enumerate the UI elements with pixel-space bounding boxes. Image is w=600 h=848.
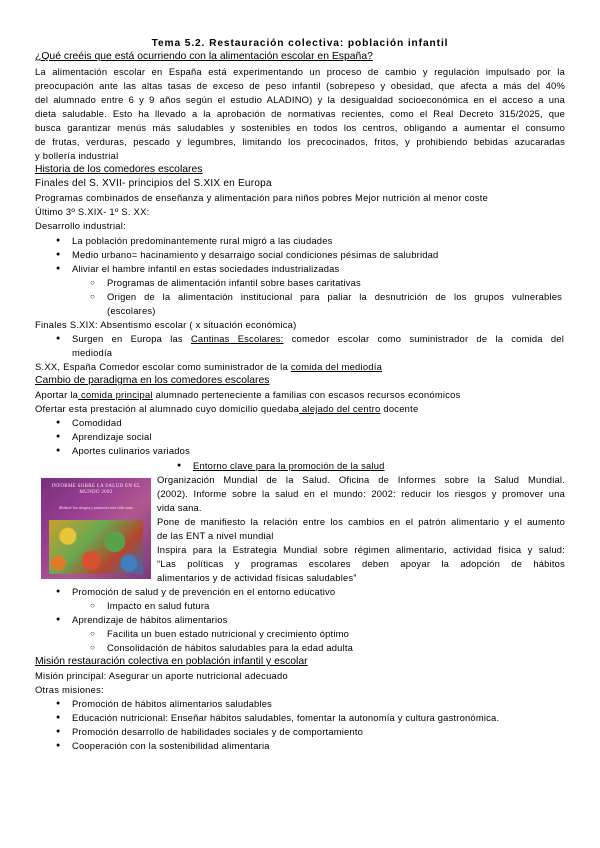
- list-item: [72, 332, 564, 346]
- report-line: Pone de manifiesto la relación entre los cambios en el patrón alimentario y el aumento: [157, 516, 565, 527]
- line-text: docente: [380, 403, 419, 414]
- history-line: Programas combinados de enseñanza y alimentación para niños pobres Mejor nutrición al menor coste: [35, 192, 489, 203]
- report-line: (2002). Informe sobre la salud en el mundo: 2002: reducir los riesgos y promover una: [157, 488, 565, 499]
- paragraph-line: del alumnado entre 6 y 9 años según el estudio ALADINO) y la desigualdad socioeconómica en el acceso a una: [35, 94, 565, 105]
- history-line: Finales S.XIX: Absentismo escolar ( x situación económica): [35, 319, 297, 330]
- report-line: de las ENT a nivel mundial: [157, 530, 274, 541]
- mission-line: Misión principal: Asegurar un aporte nutricional adecuado: [35, 670, 288, 681]
- report-line: “Las políticas y programas escolares deben apoyar la adopción de hábitos: [157, 558, 565, 569]
- list-item-text: Surgen en Europa las: [72, 333, 191, 344]
- line-text: alumnado perteneciente a familias con escasos recursos económicos: [152, 389, 461, 400]
- line-underlined: comida principal: [78, 389, 153, 400]
- report-cover-image: [41, 478, 151, 579]
- report-line: Organización Mundial de la Salud. Oficina de Informes sobre la Salud Mundial.: [157, 474, 565, 485]
- list-item: ● Aliviar el hambre infantil en estas sociedades industrializadas: [72, 262, 339, 276]
- cover-title: INFORME SOBRE LA SALUD EN EL MUNDO 2002: [51, 484, 141, 495]
- line-underlined: comida del mediodía: [290, 361, 383, 372]
- list-item: ● La población predominantemente rural migró a las ciudades: [72, 234, 333, 248]
- report-line: vida sana.: [157, 502, 202, 513]
- list-item-underlined: Cantinas Escolares:: [190, 333, 284, 344]
- list-item-continued: mediodía: [72, 347, 113, 358]
- list-item: ● Cooperación con la sostenibilidad alimentaria: [72, 739, 270, 753]
- sub-list-item: ○ Origen de la alimentación institucional para paliar la desnutrición de los grupos vulnerables: [107, 290, 562, 304]
- list-item: ● Medio urbano= hacinamiento y desarraigo social condiciones pésimas de salubridad: [72, 248, 438, 262]
- section-heading-mission: Misión restauración colectiva en población infantil y escolar: [35, 656, 308, 667]
- report-line: alimentarios y de actividad físicas saludables”: [157, 572, 357, 583]
- list-item: ● Aprendizaje social: [72, 430, 152, 444]
- mission-line: Otras misiones:: [35, 684, 104, 695]
- sub-list-item: ○ Consolidación de hábitos saludables para la edad adulta: [107, 641, 353, 655]
- line-underlined: alejado del centro: [299, 403, 381, 414]
- history-line: [35, 360, 382, 374]
- sub-list-item: ○ Programas de alimentación infantil sobre bases caritativas: [107, 276, 361, 290]
- list-item: ● Aprendizaje de hábitos alimentarios: [72, 613, 228, 627]
- section-heading-history: Historia de los comedores escolares: [35, 164, 203, 175]
- list-item: ● Promoción desarrollo de habilidades sociales y de comportamiento: [72, 725, 363, 739]
- history-line: Desarrollo industrial:: [35, 220, 126, 231]
- paragraph-line: busca garantizar menús más saludables y sostenibles en todos los centros, obligando a aumentar el consumo: [35, 122, 565, 133]
- list-item: ● Promoción de hábitos alimentarios saludables: [72, 697, 272, 711]
- list-item: ● Aportes culinarios variados: [72, 444, 190, 458]
- list-item: ● Educación nutricional: Enseñar hábitos saludables, fomentar la autonomía y cultura gastronómica.: [72, 711, 499, 725]
- sub-list-item-continued: (escolares): [107, 305, 156, 316]
- sub-list-item: ○ Impacto en salud futura: [107, 599, 210, 613]
- report-line: Inspira para la Estrategia Mundial sobre régimen alimentario, actividad física y salud:: [157, 544, 565, 555]
- paradigm-line: [35, 388, 461, 402]
- paragraph-line: preocupación ante las altas tasas de exceso de peso infantil (sobrepeso y obesidad, que afecta a más del 40%: [35, 80, 565, 91]
- page-title: Tema 5.2. Restauración colectiva: población infantil: [151, 38, 449, 49]
- paradigm-line: [35, 402, 418, 416]
- paragraph-line: y bollería industrial: [35, 150, 119, 161]
- paragraph-line: de frutas, verduras, pescado y legumbres, limitando los precocinados, fritos, y prohibiendo bebidas azucaradas: [35, 136, 565, 147]
- sub-list-item: ○ Facilita un buen estado nutricional y crecimiento óptimo: [107, 627, 349, 641]
- line-text: S.XX, España Comedor escolar como suministrador de la: [35, 361, 291, 372]
- list-item: ● Promoción de salud y de prevención en el entorno educativo: [72, 585, 335, 599]
- list-item-text: comedor escolar como suministrador de la comida del: [283, 333, 564, 344]
- history-line: Finales del S. XVII- principios del S.XIX en Europa: [35, 178, 272, 189]
- cover-subtitle: Reducir los riesgos y promover una vida sana: [59, 505, 133, 510]
- paragraph-line: dieta saludable. Esto ha llevado a la aprobación de normativas recientes, como el Real Decreto 315/2025, que: [35, 108, 565, 119]
- list-item: ● Comodidad: [72, 416, 122, 430]
- line-text: Ofertar esta prestación al alumnado cuyo domicilio quedaba: [35, 403, 300, 414]
- line-text: Aportar la: [35, 389, 79, 400]
- section-heading-question: ¿Qué creéis que está ocurriendo con la alimentación escolar en España?: [35, 51, 373, 62]
- paragraph-line: La alimentación escolar en España está experimentando un proceso de cambio y regulación impulsado por la: [35, 66, 565, 77]
- history-line: Último 3º S.XIX- 1º S. XX:: [35, 206, 150, 217]
- list-item: ● Entorno clave para la promoción de la salud: [193, 459, 385, 473]
- section-heading-paradigm: Cambio de paradigma en los comedores escolares: [35, 375, 270, 386]
- cover-artwork: [49, 520, 143, 574]
